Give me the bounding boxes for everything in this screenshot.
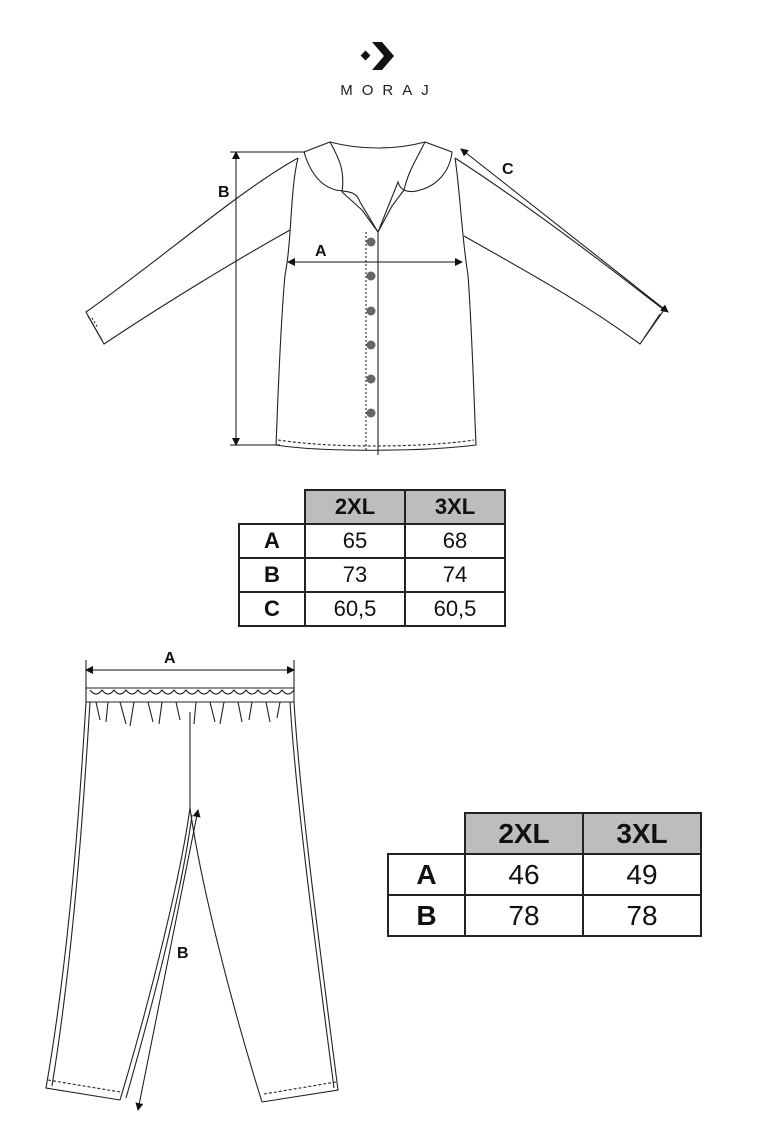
row-label: A (388, 854, 465, 895)
table-cell: 78 (465, 895, 583, 936)
shirt-size-table (238, 489, 506, 627)
table-corner-cell (388, 813, 465, 854)
table-cell: 73 (305, 558, 405, 592)
row-label: B (239, 558, 305, 592)
table-cell: 78 (583, 895, 701, 936)
table-header-row (388, 813, 701, 854)
row-label: B (388, 895, 465, 936)
table-cell: 65 (305, 524, 405, 558)
shirt-diagram (0, 135, 760, 465)
table-row (239, 592, 505, 626)
table-row (388, 895, 701, 936)
row-label: C (239, 592, 305, 626)
pants-size-table (387, 812, 702, 937)
column-header: 3XL (405, 490, 505, 524)
table-row (239, 558, 505, 592)
column-header: 3XL (583, 813, 701, 854)
shirt-dim-label-c: C (502, 161, 514, 178)
table-cell: 60,5 (405, 592, 505, 626)
shirt-dim-label-a: A (315, 243, 327, 260)
shirt-dim-label-b: B (218, 184, 230, 201)
table-corner-cell (239, 490, 305, 524)
table-cell: 68 (405, 524, 505, 558)
pants-dim-label-b: B (177, 945, 189, 962)
table-cell: 46 (465, 854, 583, 895)
table-cell: 74 (405, 558, 505, 592)
table-header-row (239, 490, 505, 524)
table-cell: 60,5 (305, 592, 405, 626)
brand-logo-icon (360, 38, 400, 74)
table-row (239, 524, 505, 558)
column-header: 2XL (465, 813, 583, 854)
column-header: 2XL (305, 490, 405, 524)
table-cell: 49 (583, 854, 701, 895)
brand-name: MORAJ (340, 82, 438, 99)
pants-diagram (0, 640, 400, 1120)
row-label: A (239, 524, 305, 558)
table-row (388, 854, 701, 895)
pants-dim-label-a: A (164, 650, 176, 667)
